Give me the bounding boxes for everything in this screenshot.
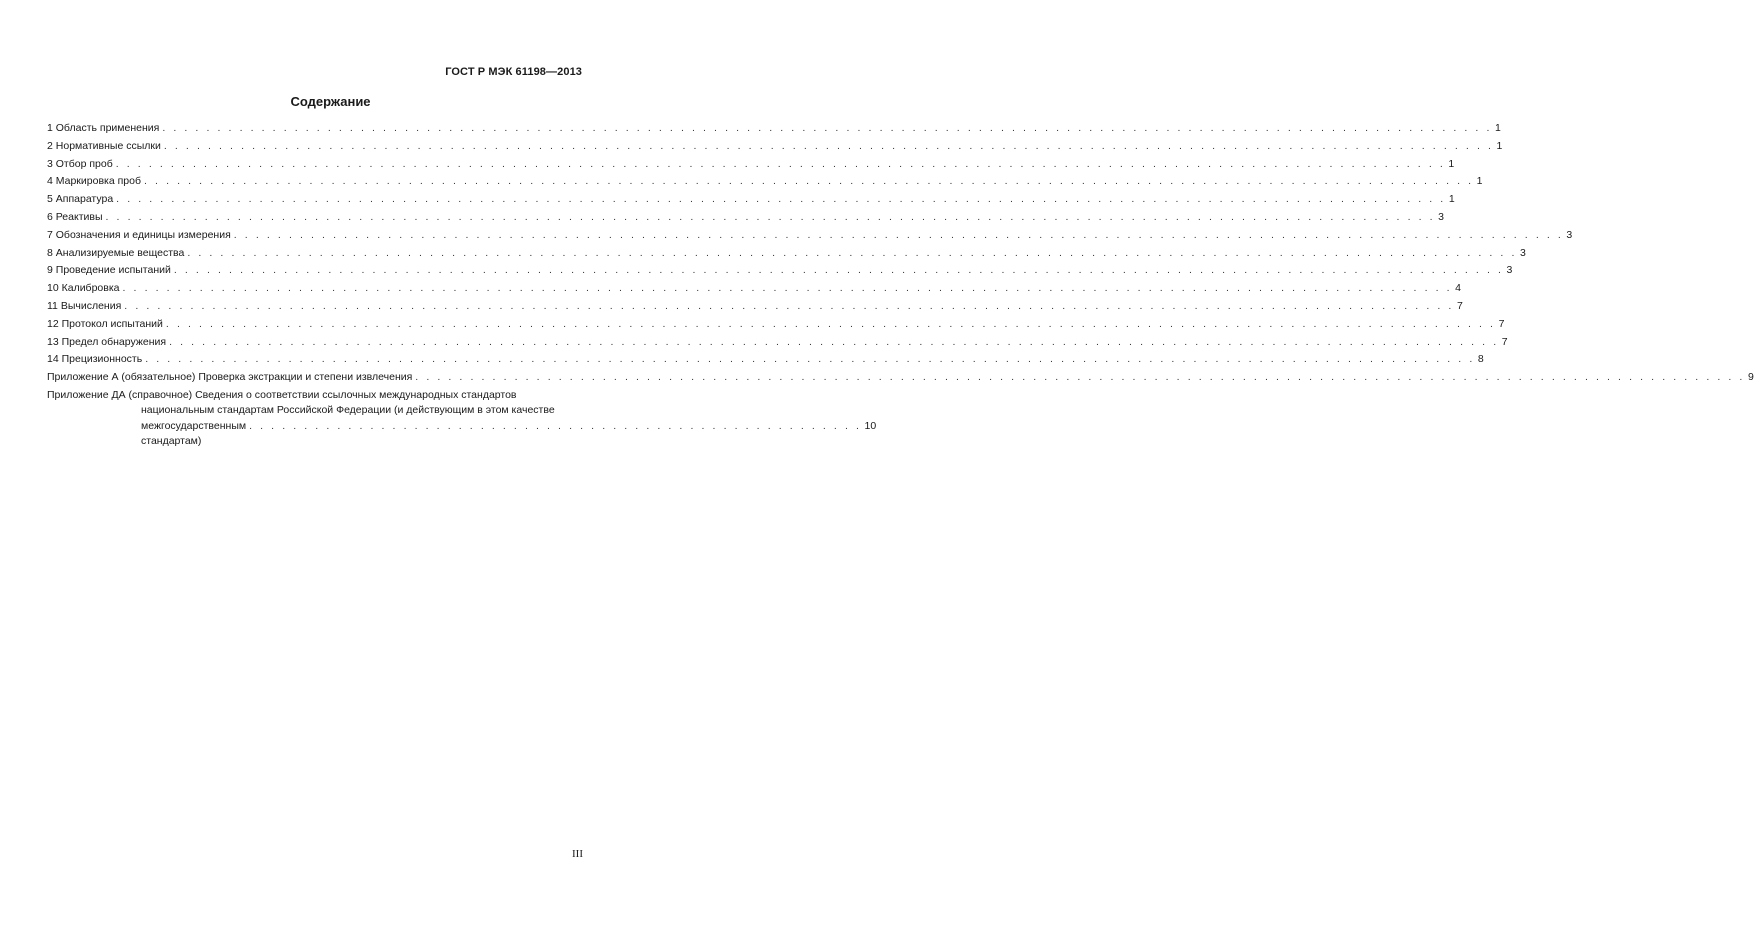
toc-entry-label [47,262,171,280]
toc-entry-number: 1 [47,122,53,134]
toc-entry-title: Реактивы [55,210,103,223]
toc-entry-label [47,245,184,263]
toc-entry-label [47,316,163,334]
page-title: Содержание [290,94,371,109]
toc-entry[interactable] [47,280,1461,298]
toc-leader-dots [174,262,1504,280]
toc-entry-number: 4 [47,175,53,188]
toc-entry-label [47,173,141,191]
toc-entry-title: Аппаратура [55,193,114,206]
toc-entry-number: 7 [47,228,53,241]
toc-leader-dots [144,173,1474,191]
toc-entry-appendix-a[interactable] [47,369,1754,387]
toc-entry-label [47,191,113,209]
toc-leader-dots [187,245,1517,263]
toc-entry-appendix-da-body [47,388,876,450]
toc-entry-title: Прецизионность [61,353,143,366]
toc-entry-page: 8 [1477,353,1484,366]
toc-entry-page: 3 [1506,264,1513,277]
toc-entry-appendix-da[interactable] [47,388,877,450]
toc-leader-dots [234,227,1564,245]
toc-entry-title: Нормативные ссылки [55,139,161,152]
toc-entry[interactable] [47,227,1573,245]
toc-entry-label [47,280,120,298]
toc-entry-label [47,156,113,174]
toc-entry[interactable] [47,245,1526,263]
toc-entry-title: Анализируемые вещества [55,246,185,259]
toc-entry-line [47,388,876,404]
toc-entry[interactable] [47,120,1501,138]
toc-entry-page: 3 [1438,210,1444,223]
toc-leader-dots [123,280,1453,298]
toc-entry-page: 7 [1501,335,1508,348]
toc-entry-page: 1 [1496,139,1503,152]
toc-entry[interactable] [47,298,1463,316]
toc-leader-dots [249,419,861,435]
toc-entry-label [47,120,159,138]
toc-entry-title: Калибровка [61,282,120,295]
toc-entry-number: 13 [47,335,59,348]
toc-leader-dots [164,138,1494,156]
toc-entry[interactable] [47,334,1508,352]
toc-leader-dots [124,298,1454,316]
toc-entry-label: Приложение А (обязательное) Проверка экстракции и степени извлечения [47,371,413,384]
toc-entry-number: 14 [47,353,59,366]
toc-entry-line [47,419,876,450]
toc-leader-dots [116,156,1446,174]
toc-entry[interactable] [47,138,1503,156]
toc-entry-page: 1 [1448,157,1455,170]
toc-entry-page: 7 [1498,317,1505,330]
toc-entry-title: Проведение испытаний [55,264,171,277]
toc-entry[interactable] [47,173,1483,191]
toc-entry-title: Область применения [55,122,160,134]
toc-entry-label: межгосударственным стандартам) [141,419,247,448]
toc-entry-label [47,138,161,156]
toc-entry-line: национальным стандартам Российской Федерации (и действующим в этом качестве [141,404,555,417]
toc-entry-label [47,227,231,245]
toc-entry-number: 8 [47,246,53,259]
toc-entry-number: 10 [47,282,59,295]
toc-entry-number: 3 [47,157,53,170]
toc-entry-title: Отбор проб [55,157,113,170]
toc-entry-number: 9 [47,264,53,277]
toc-entry-label [47,298,121,316]
toc-entry-title: Вычисления [60,299,122,312]
toc-entry-label [47,209,103,227]
toc-entry[interactable] [47,316,1505,334]
toc-entry-page: 4 [1455,282,1461,295]
toc-entry-number: 12 [47,317,59,330]
toc-entry-title: Предел обнаружения [61,335,167,348]
toc-entry[interactable] [47,156,1455,174]
toc-entry-number: 6 [47,210,53,223]
toc-entry[interactable] [47,262,1513,280]
toc-entry-page: 1 [1476,175,1483,188]
toc-entry-page: 10 [864,419,877,432]
page-number: III [572,848,583,860]
toc-entry-label [47,334,166,352]
toc-entry-number: 11 [47,299,58,312]
toc-entry-prefix: Приложение ДА [47,388,129,401]
toc-entry-page: 7 [1456,299,1463,312]
toc-entry[interactable] [47,209,1444,227]
toc-entry-label: (справочное) Сведения о соответствии ссылочных международных стандартов [128,388,517,401]
toc-leader-dots [415,369,1745,387]
toc-entry-number: 5 [47,193,53,206]
toc-leader-dots [166,316,1496,334]
toc-entry-page: 1 [1494,122,1501,134]
toc-entry[interactable] [47,191,1455,209]
table-of-contents [47,120,1754,450]
toc-entry-title: Маркировка проб [55,175,141,188]
toc-leader-dots [116,191,1446,209]
toc-entry-number: 2 [47,139,53,152]
toc-entry-page: 3 [1566,228,1573,241]
toc-entry[interactable] [47,351,1484,369]
document-code: ГОСТ Р МЭК 61198—2013 [445,66,582,78]
toc-leader-dots [169,334,1499,352]
toc-leader-dots [145,351,1475,369]
toc-entry-page: 1 [1448,193,1455,206]
toc-leader-dots [106,209,1436,227]
toc-entry-title: Протокол испытаний [61,317,163,330]
toc-leader-dots [162,120,1492,138]
toc-entry-page: 3 [1519,246,1526,259]
toc-entry-page: 9 [1747,371,1754,384]
toc-entry-title: Обозначения и единицы измерения [55,228,231,241]
toc-entry-label [47,351,142,369]
